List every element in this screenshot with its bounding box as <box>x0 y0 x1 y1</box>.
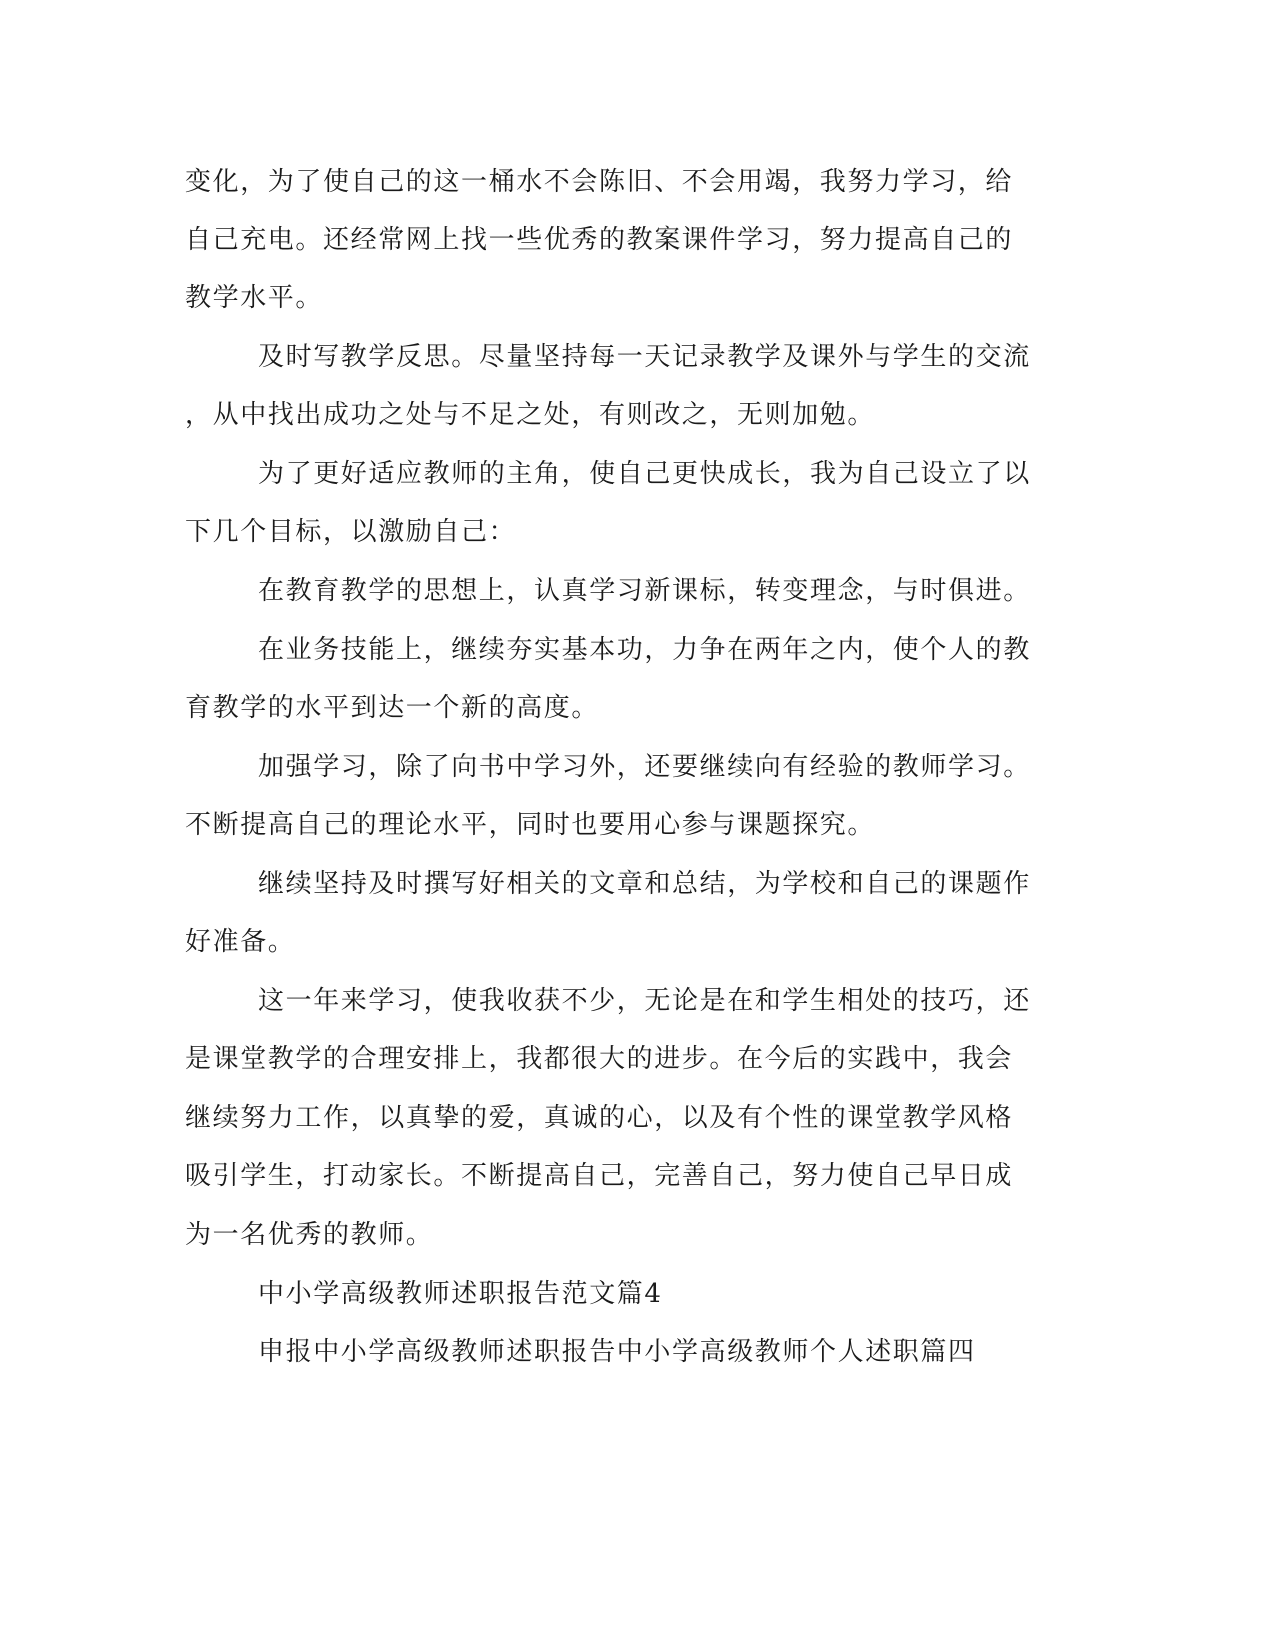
paragraph-line: 好准备。 <box>185 927 296 957</box>
paragraph-line: 为了更好适应教师的主角，使自己更快成长，我为自己设立了以 <box>258 459 1031 489</box>
paragraph-line: 不断提高自己的理论水平，同时也要用心参与课题探究。 <box>185 810 876 840</box>
section-heading: 申报中小学高级教师述职报告中小学高级教师个人述职篇四 <box>258 1337 976 1367</box>
paragraph-line: 为一名优秀的教师。 <box>185 1220 434 1250</box>
section-heading: 中小学高级教师述职报告范文篇4 <box>258 1279 663 1309</box>
paragraph-line: 育教学的水平到达一个新的高度。 <box>185 693 600 723</box>
paragraph-line: ，从中找出成功之处与不足之处，有则改之，无则加勉。 <box>185 400 876 430</box>
paragraph-line: 下几个目标，以激励自己： <box>185 517 517 547</box>
paragraph-line: 及时写教学反思。尽量坚持每一天记录教学及课外与学生的交流 <box>258 342 1031 372</box>
paragraph-line: 继续努力工作，以真挚的爱，真诚的心，以及有个性的课堂教学风格 <box>185 1103 1014 1133</box>
paragraph-line: 教学水平。 <box>185 283 324 313</box>
paragraph-line: 加强学习，除了向书中学习外，还要继续向有经验的教师学习。 <box>258 752 1031 782</box>
paragraph-line: 吸引学生，打动家长。不断提高自己，完善自己，努力使自己早日成 <box>185 1161 1014 1191</box>
paragraph-line: 是课堂教学的合理安排上，我都很大的进步。在今后的实践中，我会 <box>185 1044 1014 1074</box>
paragraph-line: 在教育教学的思想上，认真学习新课标，转变理念，与时俱进。 <box>258 576 1031 606</box>
paragraph-line: 这一年来学习，使我收获不少，无论是在和学生相处的技巧，还 <box>258 986 1031 1016</box>
paragraph-line: 变化，为了使自己的这一桶水不会陈旧、不会用竭，我努力学习，给 <box>185 167 1014 197</box>
paragraph-line: 继续坚持及时撰写好相关的文章和总结，为学校和自己的课题作 <box>258 869 1031 899</box>
paragraph-line: 在业务技能上，继续夯实基本功，力争在两年之内，使个人的教 <box>258 635 1031 665</box>
paragraph-line: 自己充电。还经常网上找一些优秀的教案课件学习，努力提高自己的 <box>185 225 1014 255</box>
